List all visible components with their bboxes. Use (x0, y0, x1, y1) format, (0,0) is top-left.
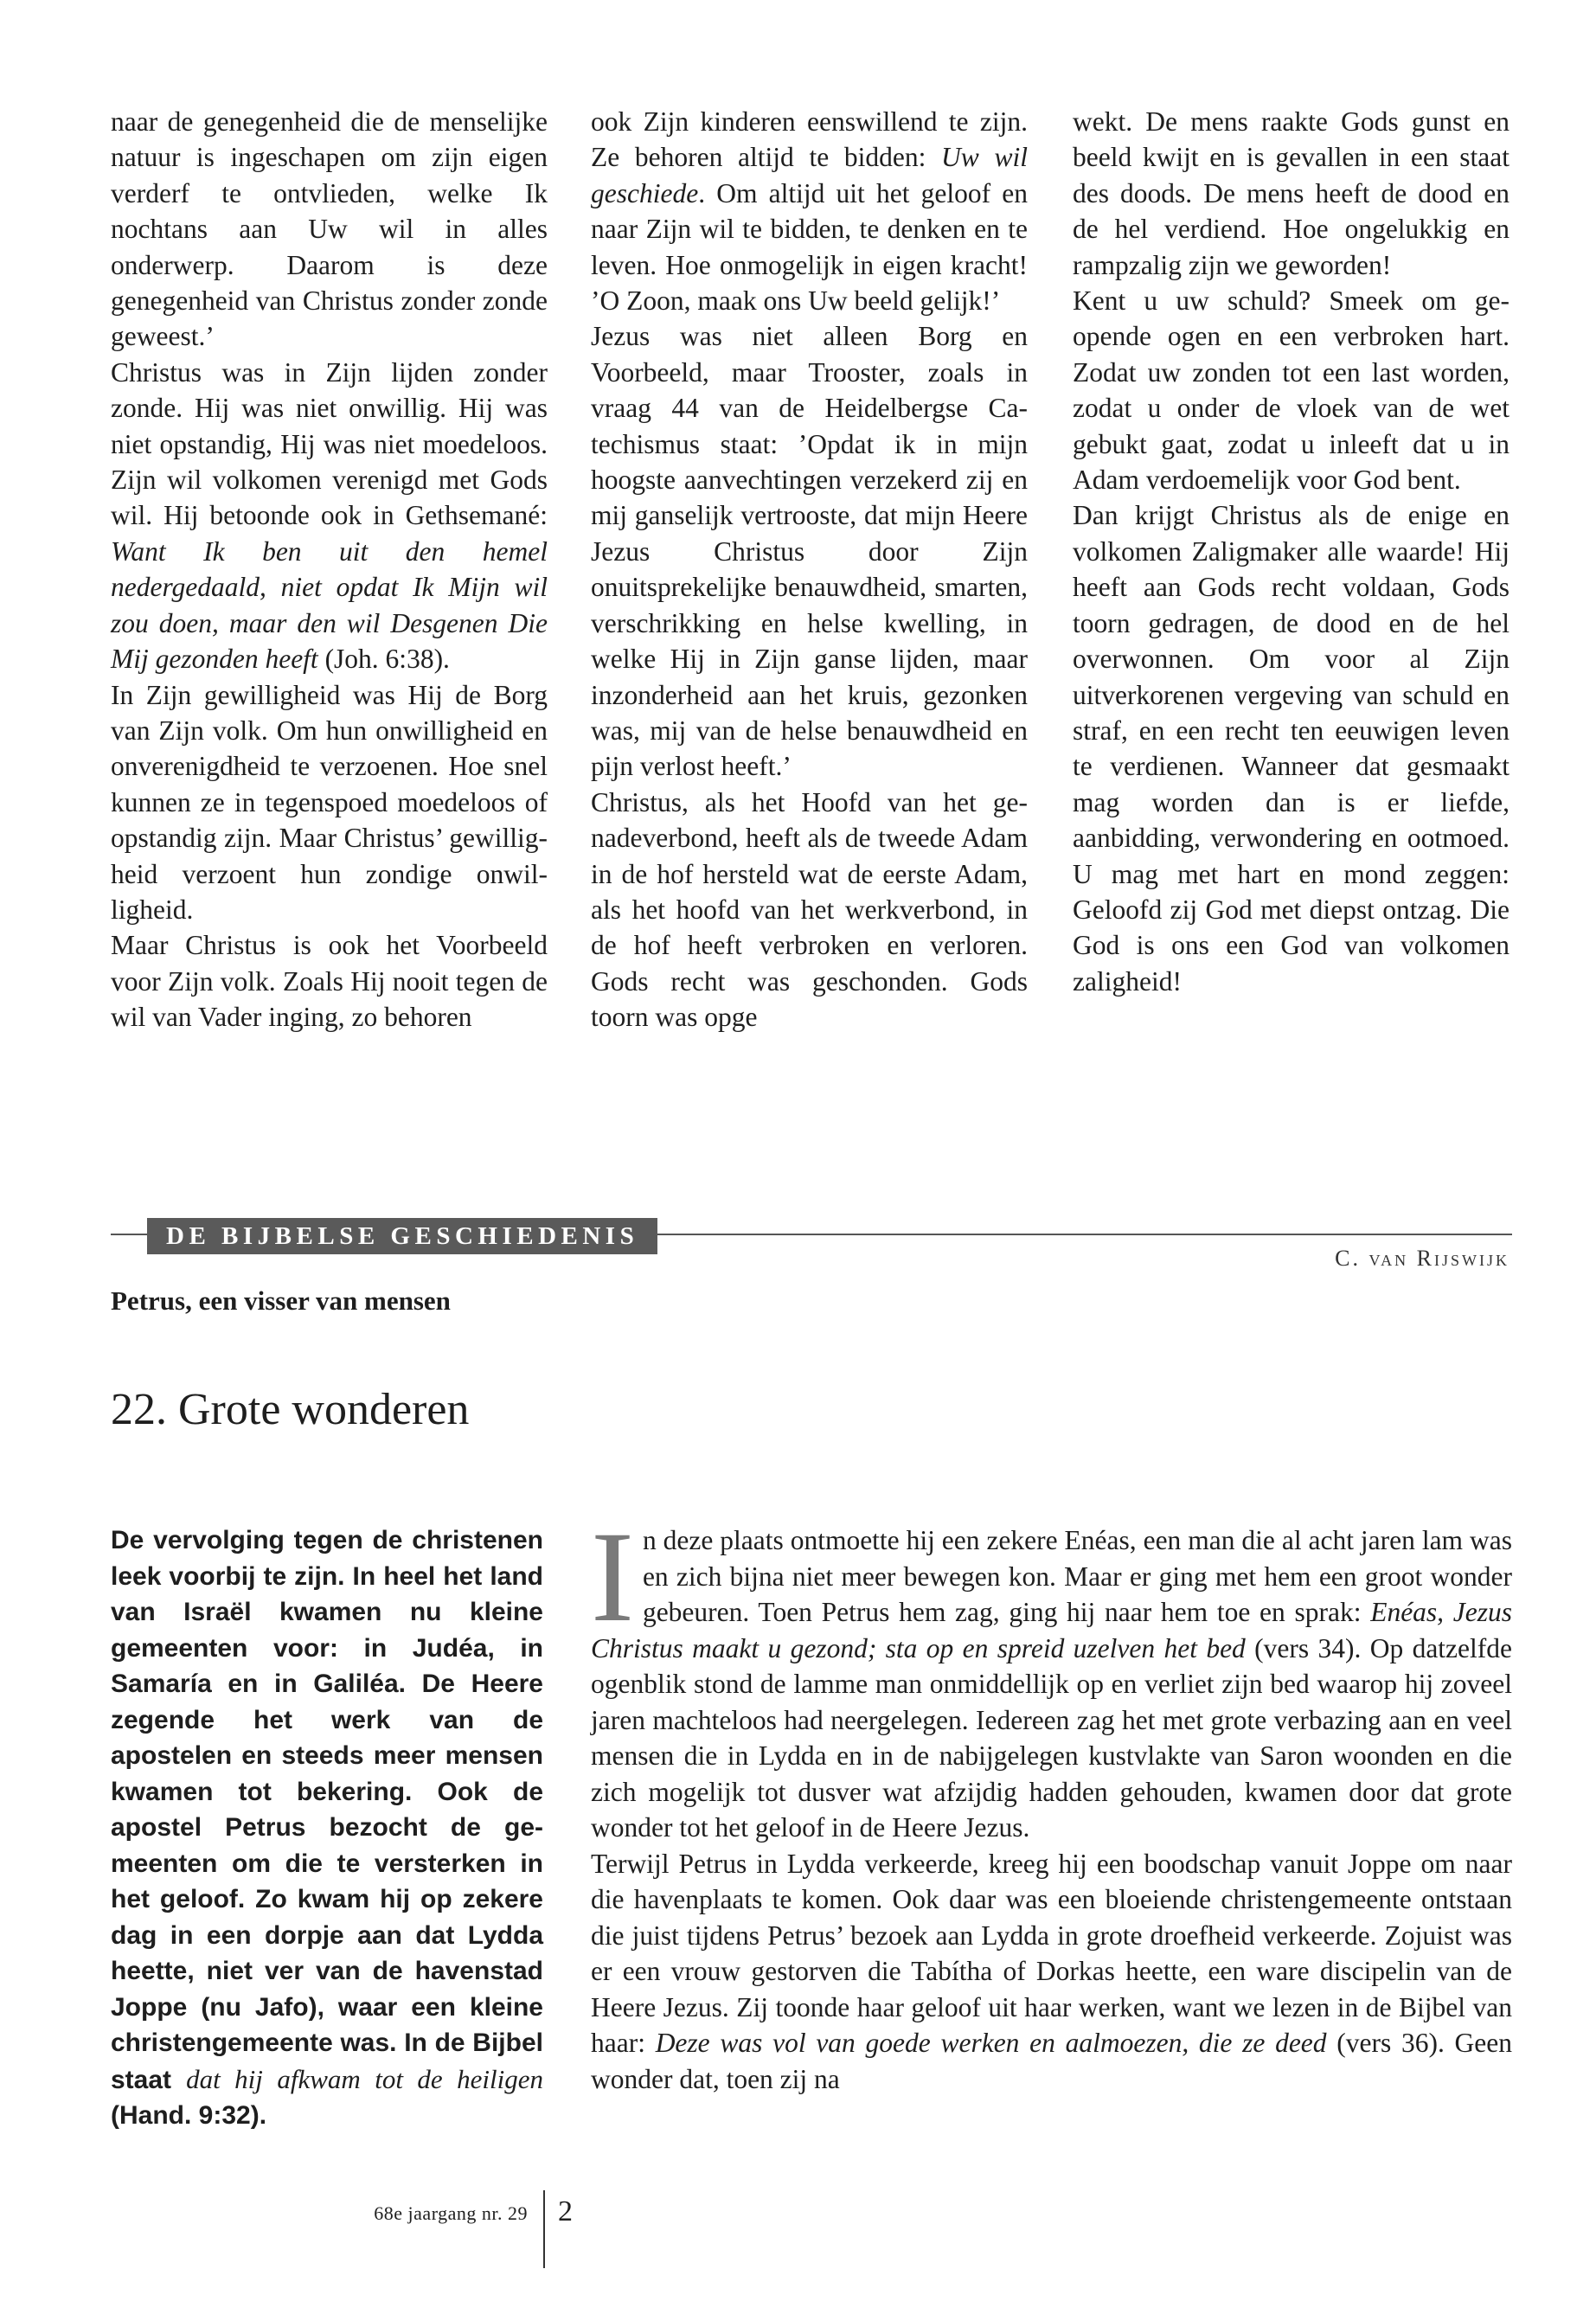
text-run: n deze plaats ontmoette hij een zekere Enéas, een man die al acht jaren lam was en zich bijna niet meer bewegen kon. Maar er ging met hem een groot wonder gebeuren. Toen Petrus hem zag, ging hij naar hem toe en sprak: (642, 1525, 1512, 1627)
column-3 (1073, 104, 1509, 999)
paragraph (591, 104, 1028, 318)
paragraph (111, 927, 548, 1035)
text-run: (vers 34). Op datzelfde ogenblik stond de lamme man onmiddellijk op en verliet zijn bed waarop hij zoveel jaren machteloos had neergelegen. Iedereen zag het met grote verbazing aan en veel mensen die in Lydda en in de nabijgelegen kustvlakte van Saron woonden en die zich mogelijk tot dusver wat afzijdig hadden gehouden, kwamen door dat grote wonder tot het geloof in de Heere Jezus. (591, 1632, 1512, 1843)
paragraph (1073, 497, 1509, 999)
paragraph (591, 1505, 1512, 1846)
text-run: De vervolging tegen de christenen leek voorbij te zijn. In heel het land van Israël kwamen nu kleine gemeenten voor: in Judéa, in Samaría en in Galiléa. De Heere zegende het werk van de apostelen en steeds meer mensen kwamen tot bekering. Ook de apostel Petrus bezocht de gemeenten om die te versterken in het geloof. Zo kwam hij op zekere dag in een dorpje aan dat Lydda heette, niet ver van de havenstad Joppe (nu Jafo), waar een kleine christengemeente was. In de Bijbel staat (111, 1526, 543, 2094)
column-1 (111, 104, 548, 1035)
text-run: Christus was in Zijn lijden zonder zonde. Hij was niet onwillig. Hij was niet opstandig, Hij was niet moedeloos. Zijn wil volkomen verenigd met Gods wil. Hij betoonde ook in Gethsemané: (111, 356, 548, 531)
paragraph (111, 104, 548, 355)
italic-quote: dat hij afkwam tot de heiligen (186, 2063, 543, 2094)
paragraph (591, 785, 1028, 1035)
article-body (591, 1505, 1513, 2097)
italic-quote: Deze was vol van goede werken en aalmoezen, die ze deed (655, 2028, 1327, 2058)
text-run: Christus, als het Hoofd van het genadeverbond, heeft als de tweede Adam in de hof hersteld wat de eerste Adam, als het hoofd van het werkverbond, in de hof heeft verbroken en verloren. Gods recht was geschonden. Gods toorn was opge (591, 786, 1028, 1033)
text-run: . Om altijd uit het geloof en naar Zijn wil te bidden, te denken en te leven. Hoe onmogelijk in eigen kracht! ’O Zoon, maak ons Uw beeld gelijk!’ (591, 177, 1028, 317)
text-run: (Joh. 6:38). (317, 644, 450, 675)
issue-info: 68e jaargang nr. 29 (374, 2202, 528, 2224)
intro-paragraph (111, 1522, 543, 2134)
italic-quote: Want Ik ben uit den hemel nedergedaald, niet opdat Ik Mijn wil zou doen, maar den wil Desgenen Die Mij gezonden heeft (111, 535, 548, 675)
text-run: naar de genegenheid die de menselijke natuur is ingeschapen om zijn eigen verderf te ontvlieden, welke Ik nochtans aan Uw wil in alles onderwerp. Daarom is deze genegenheid van Christus zonder zonde geweest.’ (111, 106, 548, 352)
text-run: (vers 36). Geen wonder dat, toen zij na (591, 2028, 1513, 2094)
text-run: Kent u uw schuld? Smeek om geopende ogen en een verbroken hart. Zodat uw zonden tot een last worden, zodat u onder de vloek van de wet gebukt gaat, zodat u inleeft dat u in Adam verdoemelijk voor God bent. (1073, 285, 1509, 496)
text-run: (Hand. 9:32). (111, 2101, 267, 2130)
paragraph (1073, 104, 1509, 283)
author-name: C. van Rijswijk (1335, 1246, 1509, 1271)
italic-quote: Uw wil geschiede (591, 142, 1028, 208)
italic-quote: Enéas, Jezus Christus maakt u gezond; sta op en spreid uzelven het bed (591, 1597, 1512, 1663)
drop-cap: I (591, 1505, 634, 1649)
paragraph (591, 1846, 1512, 2098)
text-run: wekt. De mens raakte Gods gunst en beeld kwijt en is gevallen in een staat des doods. De mens heeft de dood en de hel verdiend. Hoe ongelukkig en rampzalig zijn we geworden! (1073, 106, 1509, 280)
section-label: DE BIJBELSE GESCHIEDENIS (147, 1218, 657, 1254)
text-run: ook Zijn kinderen eenswillend te zijn. Ze behoren altijd te bidden: (591, 106, 1028, 173)
text-run: Jezus was niet alleen Borg en Voorbeeld, maar Trooster, zoals in vraag 44 van de Heidelbergse Catechismus staat: ’Opdat ik in mijn hoogste aanvechtingen verzekerd zij en mij ganselijk vertrooste, dat mijn Heere Jezus Christus door Zijn onuitsprekelijke benauwdheid, smarten, verschrikking en helse kwelling, in welke Hij in Zijn ganse lijden, maar inzonderheid aan het kruis, gezonken was, mij van de helse benauwdheid en pijn verlost heeft.’ (591, 321, 1028, 782)
column-2 (591, 104, 1028, 1035)
text-run: In Zijn gewilligheid was Hij de Borg van Zijn volk. Om hun onwilligheid en onverenigdheid te verzoenen. Hoe snel kunnen ze in tegenspoed moedeloos of opstandig zijn. Maar Christus’ gewilligheid verzoent hun zondige onwilligheid. (111, 679, 548, 925)
paragraph (1073, 283, 1509, 497)
article-subtitle: Petrus, een visser van mensen (111, 1285, 451, 1316)
article-title: 22. Grote wonderen (111, 1385, 470, 1434)
text-run: Terwijl Petrus in Lydda verkeerde, kreeg hij een boodschap vanuit Joppe om naar die havenplaats te komen. Ook daar was een bloeiende christengemeente ontstaan die juist tijdens Petrus’ bezoek aan Lydda in grote droefheid verkeerde. Zojuist was er een vrouw gestorven die Tabítha of Dorkas heette, een ware discipelin van de Heere Jezus. Zij toonde haar geloof uit haar werken, want we lezen in de Bijbel van haar: (591, 1848, 1512, 2058)
footer-divider (543, 2190, 545, 2268)
paragraph (591, 318, 1028, 784)
text-run: Maar Christus is ook het Voorbeeld voor Zijn volk. Zoals Hij nooit tegen de wil van Vader inging, zo behoren (111, 930, 548, 1033)
paragraph (111, 677, 548, 928)
body-paragraphs (591, 1505, 1513, 2097)
text-run: Dan krijgt Christus als de enige en volkomen Zaligmaker alle waarde! Hij heeft aan Gods recht voldaan, Gods toorn gedragen, de dood en de hel overwonnen. Om voor al Zijn uitverkorenen vergeving van schuld en straf, en een recht ten eeuwigen leven te verdienen. Wanneer dat gesmaakt mag worden dan is er liefde, aanbidding, verwondering en ootmoed. U mag met hart en mond zeggen: Geloofd zij God met diepst ontzag. Die God is ons een God van volkomen zaligheid! (1073, 500, 1509, 997)
paragraph (111, 355, 548, 677)
page-number: 2 (558, 2195, 573, 2227)
